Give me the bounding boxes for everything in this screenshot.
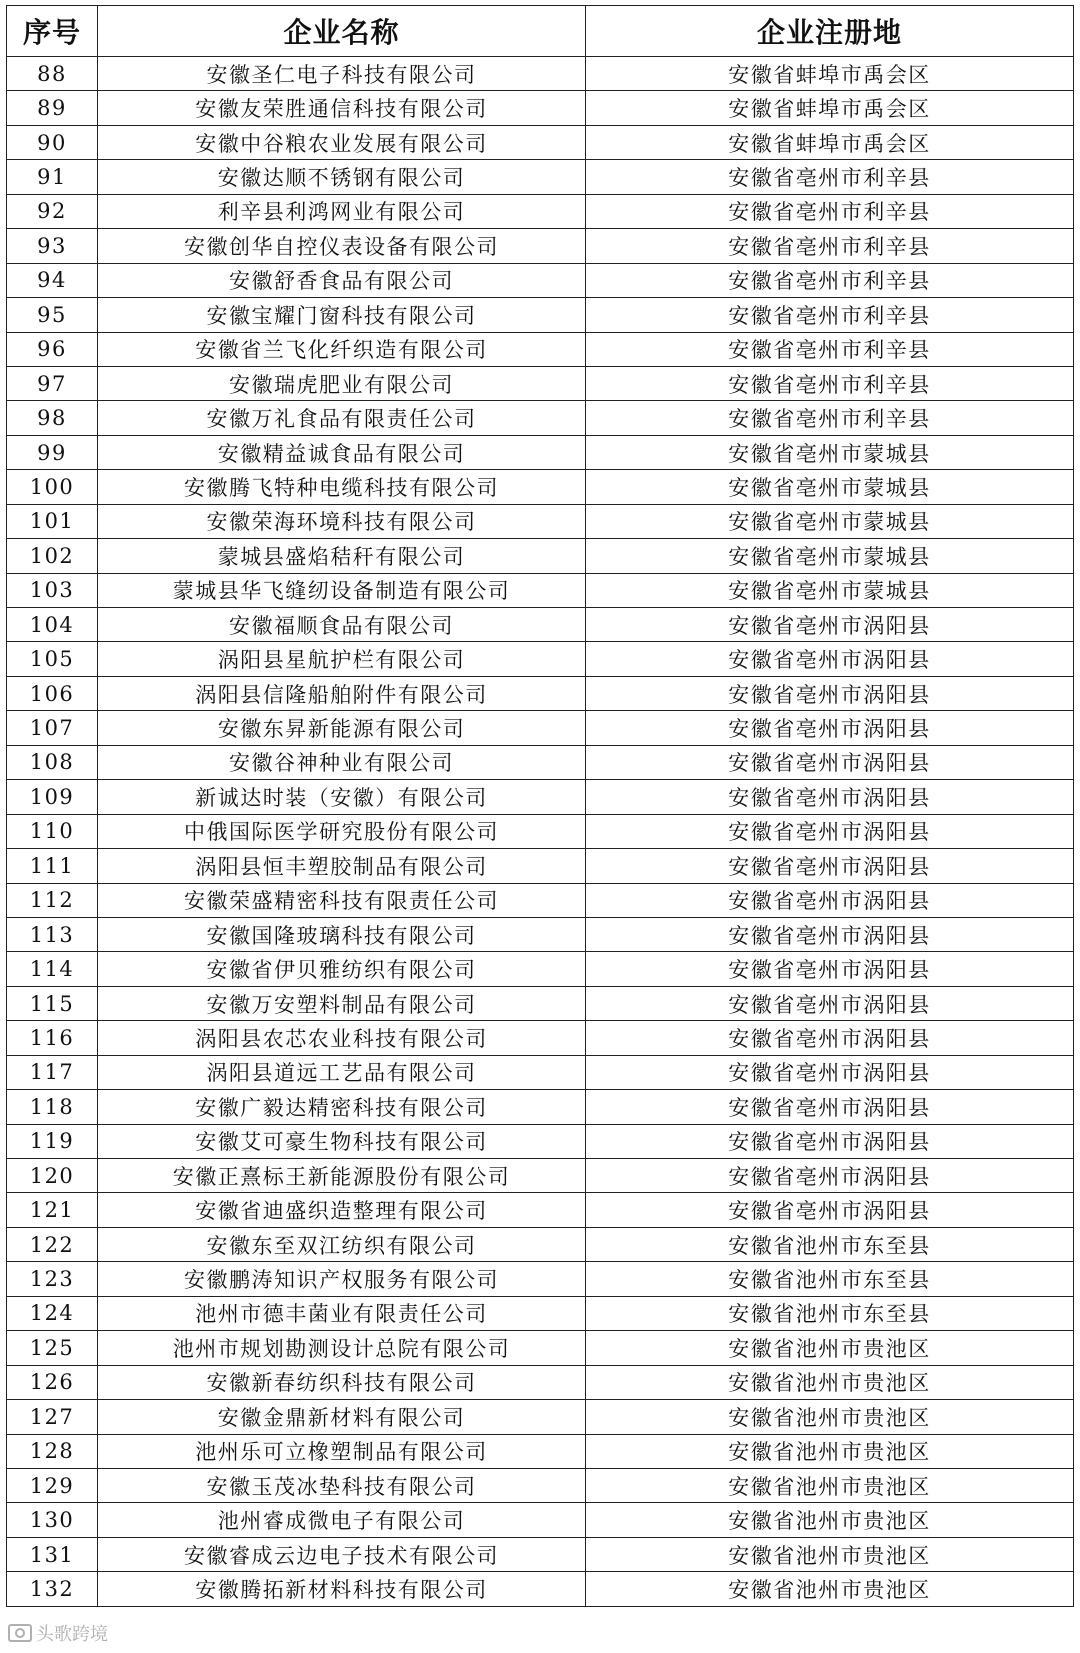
table-row xyxy=(7,745,1074,779)
company-name: 涡阳县信隆船舶附件有限公司 xyxy=(98,676,586,710)
table-row xyxy=(7,401,1074,435)
table-row xyxy=(7,1468,1074,1502)
registration-place: 安徽省亳州市涡阳县 xyxy=(586,952,1074,986)
row-index: 96 xyxy=(7,332,98,366)
company-name: 新诚达时装（安徽）有限公司 xyxy=(98,780,586,814)
company-name: 安徽艾可豪生物科技有限公司 xyxy=(98,1124,586,1158)
registration-place: 安徽省亳州市蒙城县 xyxy=(586,435,1074,469)
row-index: 101 xyxy=(7,504,98,538)
company-name: 安徽金鼎新材料有限公司 xyxy=(98,1400,586,1434)
row-index: 128 xyxy=(7,1434,98,1468)
registration-place: 安徽省池州市贵池区 xyxy=(586,1572,1074,1606)
table-row xyxy=(7,676,1074,710)
row-index: 117 xyxy=(7,1055,98,1089)
table-row xyxy=(7,194,1074,228)
table-row xyxy=(7,57,1074,91)
registration-place: 安徽省池州市贵池区 xyxy=(586,1365,1074,1399)
row-index: 93 xyxy=(7,229,98,263)
row-index: 107 xyxy=(7,711,98,745)
registration-place: 安徽省亳州市蒙城县 xyxy=(586,573,1074,607)
registration-place: 安徽省池州市贵池区 xyxy=(586,1537,1074,1571)
company-name: 涡阳县星航护栏有限公司 xyxy=(98,642,586,676)
registration-place: 安徽省池州市东至县 xyxy=(586,1227,1074,1261)
registration-place: 安徽省池州市贵池区 xyxy=(586,1468,1074,1502)
registration-place: 安徽省亳州市涡阳县 xyxy=(586,608,1074,642)
company-name: 安徽舒香食品有限公司 xyxy=(98,263,586,297)
registration-place: 安徽省亳州市利辛县 xyxy=(586,229,1074,263)
table-row xyxy=(7,1262,1074,1296)
row-index: 95 xyxy=(7,298,98,332)
row-index: 92 xyxy=(7,194,98,228)
registration-place: 安徽省亳州市涡阳县 xyxy=(586,1124,1074,1158)
company-name: 池州市规划勘测设计总院有限公司 xyxy=(98,1331,586,1365)
registration-place: 安徽省亳州市利辛县 xyxy=(586,332,1074,366)
table-row xyxy=(7,435,1074,469)
row-index: 123 xyxy=(7,1262,98,1296)
row-index: 124 xyxy=(7,1296,98,1330)
company-name: 安徽中谷粮农业发展有限公司 xyxy=(98,125,586,159)
table-row xyxy=(7,1124,1074,1158)
table-row xyxy=(7,504,1074,538)
registration-place: 安徽省蚌埠市禹会区 xyxy=(586,125,1074,159)
watermark xyxy=(8,1620,108,1646)
table-row xyxy=(7,642,1074,676)
row-index: 125 xyxy=(7,1331,98,1365)
company-name: 池州乐可立橡塑制品有限公司 xyxy=(98,1434,586,1468)
row-index: 98 xyxy=(7,401,98,435)
registration-place: 安徽省亳州市涡阳县 xyxy=(586,986,1074,1020)
header-index: 序号 xyxy=(7,6,98,57)
table-row xyxy=(7,1537,1074,1571)
company-name: 安徽东昇新能源有限公司 xyxy=(98,711,586,745)
registration-place: 安徽省亳州市利辛县 xyxy=(586,194,1074,228)
registration-place: 安徽省亳州市利辛县 xyxy=(586,298,1074,332)
company-name: 安徽省兰飞化纤织造有限公司 xyxy=(98,332,586,366)
company-name: 安徽腾拓新材料科技有限公司 xyxy=(98,1572,586,1606)
row-index: 116 xyxy=(7,1021,98,1055)
table-row xyxy=(7,1159,1074,1193)
company-name: 安徽宝耀门窗科技有限公司 xyxy=(98,298,586,332)
table-row xyxy=(7,573,1074,607)
table-row xyxy=(7,263,1074,297)
registration-place: 安徽省亳州市涡阳县 xyxy=(586,1055,1074,1089)
row-index: 132 xyxy=(7,1572,98,1606)
registration-place: 安徽省亳州市涡阳县 xyxy=(586,1090,1074,1124)
camera-icon xyxy=(8,1624,32,1642)
company-name: 安徽创华自控仪表设备有限公司 xyxy=(98,229,586,263)
table-row xyxy=(7,1434,1074,1468)
registration-place: 安徽省亳州市涡阳县 xyxy=(586,780,1074,814)
registration-place: 安徽省池州市贵池区 xyxy=(586,1434,1074,1468)
registration-place: 安徽省亳州市涡阳县 xyxy=(586,917,1074,951)
company-name: 涡阳县恒丰塑胶制品有限公司 xyxy=(98,849,586,883)
watermark-text: 头歌跨境 xyxy=(36,1624,108,1645)
registration-place: 安徽省池州市贵池区 xyxy=(586,1331,1074,1365)
company-name: 安徽鹏涛知识产权服务有限公司 xyxy=(98,1262,586,1296)
company-name: 池州睿成微电子有限公司 xyxy=(98,1503,586,1537)
row-index: 121 xyxy=(7,1193,98,1227)
row-index: 89 xyxy=(7,91,98,125)
enterprise-table xyxy=(6,5,1074,1607)
row-index: 110 xyxy=(7,814,98,848)
row-index: 100 xyxy=(7,470,98,504)
row-index: 130 xyxy=(7,1503,98,1537)
header-row xyxy=(7,6,1074,57)
row-index: 111 xyxy=(7,849,98,883)
registration-place: 安徽省亳州市利辛县 xyxy=(586,160,1074,194)
table-row xyxy=(7,1400,1074,1434)
company-name: 安徽省伊贝雅纺织有限公司 xyxy=(98,952,586,986)
row-index: 119 xyxy=(7,1124,98,1158)
company-name: 安徽省迪盛织造整理有限公司 xyxy=(98,1193,586,1227)
table-row xyxy=(7,1227,1074,1261)
company-name: 安徽荣海环境科技有限公司 xyxy=(98,504,586,538)
company-name: 安徽福顺食品有限公司 xyxy=(98,608,586,642)
row-index: 118 xyxy=(7,1090,98,1124)
table-row xyxy=(7,1503,1074,1537)
row-index: 90 xyxy=(7,125,98,159)
registration-place: 安徽省亳州市涡阳县 xyxy=(586,676,1074,710)
row-index: 106 xyxy=(7,676,98,710)
row-index: 97 xyxy=(7,366,98,400)
row-index: 126 xyxy=(7,1365,98,1399)
table-row xyxy=(7,298,1074,332)
table-row xyxy=(7,1572,1074,1606)
registration-place: 安徽省池州市贵池区 xyxy=(586,1400,1074,1434)
row-index: 127 xyxy=(7,1400,98,1434)
header-company-name: 企业名称 xyxy=(98,6,586,57)
table-row xyxy=(7,917,1074,951)
registration-place: 安徽省池州市东至县 xyxy=(586,1262,1074,1296)
registration-place: 安徽省亳州市涡阳县 xyxy=(586,642,1074,676)
row-index: 122 xyxy=(7,1227,98,1261)
registration-place: 安徽省亳州市涡阳县 xyxy=(586,745,1074,779)
company-name: 安徽腾飞特种电缆科技有限公司 xyxy=(98,470,586,504)
row-index: 109 xyxy=(7,780,98,814)
registration-place: 安徽省蚌埠市禹会区 xyxy=(586,57,1074,91)
registration-place: 安徽省亳州市涡阳县 xyxy=(586,1159,1074,1193)
table-row xyxy=(7,883,1074,917)
company-name: 安徽正熹标王新能源股份有限公司 xyxy=(98,1159,586,1193)
registration-place: 安徽省蚌埠市禹会区 xyxy=(586,91,1074,125)
company-name: 安徽荣盛精密科技有限责任公司 xyxy=(98,883,586,917)
company-name: 安徽广毅达精密科技有限公司 xyxy=(98,1090,586,1124)
registration-place: 安徽省亳州市涡阳县 xyxy=(586,814,1074,848)
table-row xyxy=(7,332,1074,366)
registration-place: 安徽省亳州市涡阳县 xyxy=(586,1193,1074,1227)
table-row xyxy=(7,1296,1074,1330)
row-index: 94 xyxy=(7,263,98,297)
company-name: 安徽东至双江纺织有限公司 xyxy=(98,1227,586,1261)
registration-place: 安徽省亳州市利辛县 xyxy=(586,366,1074,400)
company-name: 安徽睿成云边电子技术有限公司 xyxy=(98,1537,586,1571)
company-name: 利辛县利鸿网业有限公司 xyxy=(98,194,586,228)
registration-place: 安徽省亳州市蒙城县 xyxy=(586,504,1074,538)
table-row xyxy=(7,470,1074,504)
company-name: 安徽国隆玻璃科技有限公司 xyxy=(98,917,586,951)
company-name: 安徽谷神种业有限公司 xyxy=(98,745,586,779)
table-row xyxy=(7,952,1074,986)
table-row xyxy=(7,539,1074,573)
registration-place: 安徽省亳州市蒙城县 xyxy=(586,470,1074,504)
company-name: 安徽达顺不锈钢有限公司 xyxy=(98,160,586,194)
row-index: 108 xyxy=(7,745,98,779)
registration-place: 安徽省池州市贵池区 xyxy=(586,1503,1074,1537)
registration-place: 安徽省池州市东至县 xyxy=(586,1296,1074,1330)
table-row xyxy=(7,1193,1074,1227)
row-index: 104 xyxy=(7,608,98,642)
table-row xyxy=(7,91,1074,125)
company-name: 安徽万安塑料制品有限公司 xyxy=(98,986,586,1020)
registration-place: 安徽省亳州市利辛县 xyxy=(586,401,1074,435)
registration-place: 安徽省亳州市涡阳县 xyxy=(586,1021,1074,1055)
table-row xyxy=(7,780,1074,814)
company-name: 安徽瑞虎肥业有限公司 xyxy=(98,366,586,400)
row-index: 114 xyxy=(7,952,98,986)
company-name: 蒙城县华飞缝纫设备制造有限公司 xyxy=(98,573,586,607)
company-name: 中俄国际医学研究股份有限公司 xyxy=(98,814,586,848)
company-name: 安徽精益诚食品有限公司 xyxy=(98,435,586,469)
table-row xyxy=(7,849,1074,883)
table-row xyxy=(7,986,1074,1020)
row-index: 115 xyxy=(7,986,98,1020)
table-row xyxy=(7,160,1074,194)
row-index: 129 xyxy=(7,1468,98,1502)
table-row xyxy=(7,814,1074,848)
company-name: 安徽友荣胜通信科技有限公司 xyxy=(98,91,586,125)
table-row xyxy=(7,366,1074,400)
row-index: 99 xyxy=(7,435,98,469)
company-name: 安徽万礼食品有限责任公司 xyxy=(98,401,586,435)
registration-place: 安徽省亳州市涡阳县 xyxy=(586,711,1074,745)
row-index: 112 xyxy=(7,883,98,917)
table-row xyxy=(7,125,1074,159)
registration-place: 安徽省亳州市蒙城县 xyxy=(586,539,1074,573)
company-name: 蒙城县盛焰秸秆有限公司 xyxy=(98,539,586,573)
row-index: 103 xyxy=(7,573,98,607)
table-row xyxy=(7,1055,1074,1089)
registration-place: 安徽省亳州市涡阳县 xyxy=(586,849,1074,883)
registration-place: 安徽省亳州市涡阳县 xyxy=(586,883,1074,917)
row-index: 131 xyxy=(7,1537,98,1571)
company-name: 涡阳县道远工艺品有限公司 xyxy=(98,1055,586,1089)
row-index: 105 xyxy=(7,642,98,676)
row-index: 120 xyxy=(7,1159,98,1193)
row-index: 113 xyxy=(7,917,98,951)
table-row xyxy=(7,711,1074,745)
header-registration-place: 企业注册地 xyxy=(586,6,1074,57)
row-index: 91 xyxy=(7,160,98,194)
company-name: 安徽新春纺织科技有限公司 xyxy=(98,1365,586,1399)
row-index: 88 xyxy=(7,57,98,91)
company-name: 安徽圣仁电子科技有限公司 xyxy=(98,57,586,91)
table-row xyxy=(7,1331,1074,1365)
company-name: 安徽玉茂冰垫科技有限公司 xyxy=(98,1468,586,1502)
table-row xyxy=(7,229,1074,263)
table-row xyxy=(7,1090,1074,1124)
table-row xyxy=(7,608,1074,642)
row-index: 102 xyxy=(7,539,98,573)
table-row xyxy=(7,1021,1074,1055)
company-name: 涡阳县农芯农业科技有限公司 xyxy=(98,1021,586,1055)
table-row xyxy=(7,1365,1074,1399)
registration-place: 安徽省亳州市利辛县 xyxy=(586,263,1074,297)
company-name: 池州市德丰菌业有限责任公司 xyxy=(98,1296,586,1330)
